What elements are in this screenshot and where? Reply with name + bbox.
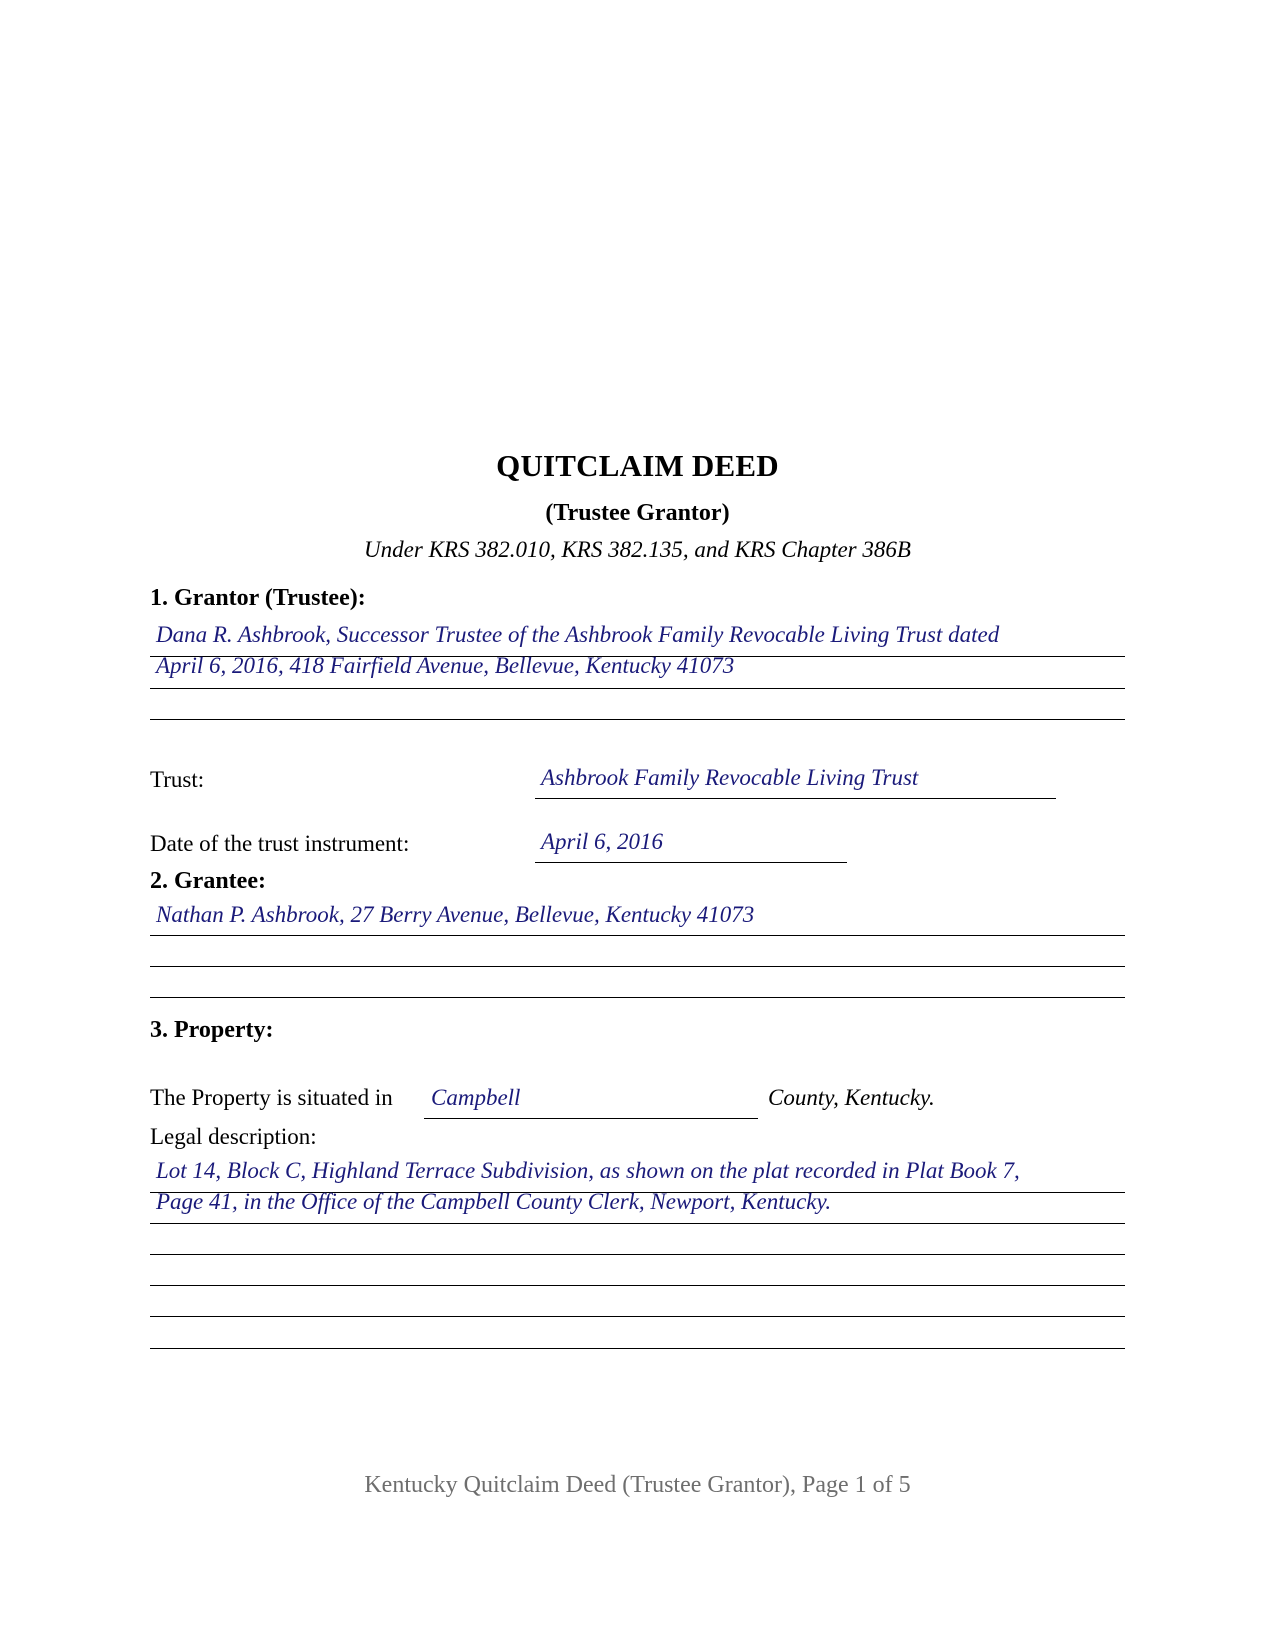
trust-name-rule bbox=[535, 798, 1056, 799]
situated-label: The Property is situated in bbox=[150, 1085, 393, 1110]
county-rule bbox=[424, 1118, 758, 1119]
document-title: QUITCLAIM DEED bbox=[496, 448, 779, 483]
county-field[interactable]: Campbell bbox=[431, 1085, 521, 1110]
grantee-heading: 2. Grantee: bbox=[150, 868, 266, 894]
legal-description-line-1[interactable]: Lot 14, Block C, Highland Terrace Subdivision, as shown on the plat recorded in Plat Book 7, bbox=[156, 1158, 1020, 1183]
trust-name-field[interactable]: Ashbrook Family Revocable Living Trust bbox=[541, 765, 919, 790]
county-suffix: County, Kentucky. bbox=[768, 1085, 935, 1110]
legal-description-label: Legal description: bbox=[150, 1124, 317, 1149]
grantor-line-2[interactable]: April 6, 2016, 418 Fairfield Avenue, Bellevue, Kentucky 41073 bbox=[156, 653, 735, 678]
property-heading: 3. Property: bbox=[150, 1017, 274, 1043]
grantee-rule-3 bbox=[150, 997, 1125, 998]
legal-rule-4 bbox=[150, 1285, 1125, 1286]
trust-label: Trust: bbox=[150, 767, 205, 792]
legal-rule-3 bbox=[150, 1254, 1125, 1255]
document-subtitle: (Trustee Grantor) bbox=[545, 500, 730, 526]
legal-description-line-2[interactable]: Page 41, in the Office of the Campbell County Clerk, Newport, Kentucky. bbox=[156, 1189, 832, 1214]
grantee-line-1[interactable]: Nathan P. Ashbrook, 27 Berry Avenue, Bellevue, Kentucky 41073 bbox=[156, 902, 755, 927]
grantee-rule-1 bbox=[150, 935, 1125, 936]
legal-rule-6 bbox=[150, 1348, 1125, 1349]
grantee-rule-2 bbox=[150, 966, 1125, 967]
legal-rule-5 bbox=[150, 1316, 1125, 1317]
statute-line: Under KRS 382.010, KRS 382.135, and KRS Chapter 386B bbox=[364, 537, 911, 562]
trust-date-label: Date of the trust instrument: bbox=[150, 831, 410, 856]
grantor-line-1[interactable]: Dana R. Ashbrook, Successor Trustee of the Ashbrook Family Revocable Living Trust dated bbox=[156, 622, 1000, 647]
trust-date-rule bbox=[535, 862, 847, 863]
grantor-heading: 1. Grantor (Trustee): bbox=[150, 585, 366, 611]
grantor-rule-2 bbox=[150, 688, 1125, 689]
legal-rule-2 bbox=[150, 1223, 1125, 1224]
grantor-rule-3 bbox=[150, 719, 1125, 720]
page-footer: Kentucky Quitclaim Deed (Trustee Grantor), Page 1 of 5 bbox=[364, 1472, 911, 1498]
trust-date-field[interactable]: April 6, 2016 bbox=[541, 829, 664, 854]
